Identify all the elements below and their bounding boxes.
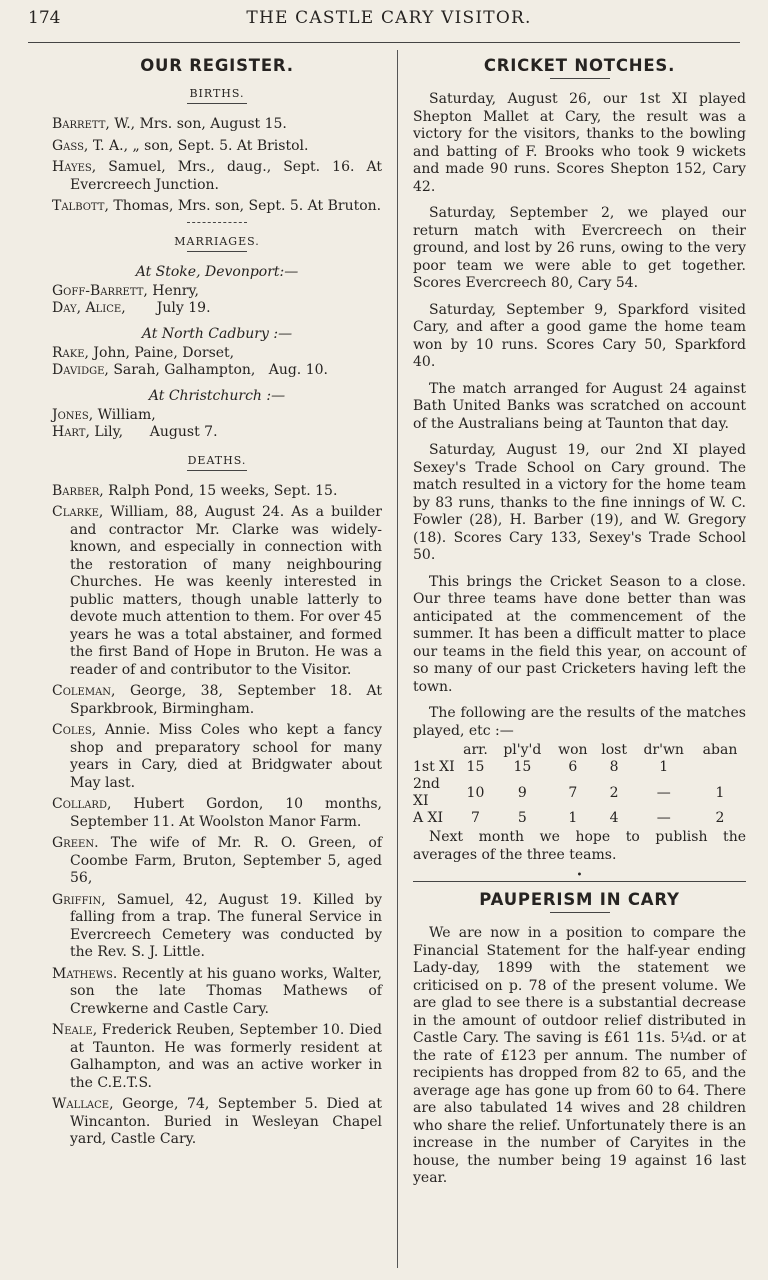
- results-cell: 9: [517, 784, 527, 801]
- results-row: [413, 810, 746, 827]
- column-divider: [397, 50, 398, 1268]
- results-row: [413, 776, 746, 810]
- results-header-cell: arr.: [463, 742, 488, 758]
- results-cell: 5: [517, 810, 527, 826]
- results-cell: 2: [609, 784, 619, 801]
- results-cell: 4: [609, 810, 619, 826]
- results-cell: 15: [466, 759, 485, 775]
- deaths-list: [52, 483, 382, 1149]
- marriages-list: [52, 264, 382, 442]
- death-entry: Coleman, George, 38, September 18. At Sparkbrook, Birmingham.: [52, 683, 382, 717]
- results-header-cell: pl'y'd: [503, 742, 542, 758]
- pauperism-title: PAUPERISM IN CARY: [479, 890, 680, 909]
- results-cell: 1: [568, 810, 578, 826]
- results-header-cell: dr'wn: [643, 742, 684, 758]
- deaths-heading: DEATHS.: [187, 453, 247, 467]
- marriage-line: Jones, William,: [52, 406, 156, 423]
- births-list: [52, 116, 382, 216]
- birth-entry: Talbott, Thomas, Mrs. son, Sept. 5. At Bruton.: [52, 198, 382, 214]
- results-cell: 7: [470, 810, 480, 826]
- cricket-paragraph: Saturday, August 26, our 1st XI played Shepton Mallet at Cary, the result was a victory for the visitors, thanks to the bowling and batting of F. Brooks who took 9 wickets and made 90 runs. Scores Shepton 152, Cary 42.: [413, 91, 746, 195]
- death-entry: Clarke, William, 88, August 24. As a builder and contractor Mr. Clarke was widely-known, and especially in connection with the restoration of many neighbouring Churches. He was keenly interested in public matters, though unable latterly to devote much attention to them. For over 45 years he was a total abstainer, and formed the first Band of Hope in Bruton. He was a reader of and contributor to the Visitor.: [52, 504, 382, 678]
- death-entry: Griffin, Samuel, 42, August 19. Killed by falling from a trap. The funeral Service in Evercreech Cemetery was conducted by the Rev. S. J. Little.: [52, 891, 382, 960]
- death-entry: Green. The wife of Mr. R. O. Green, of Coombe Farm, Bruton, September 5, aged 56,: [52, 835, 382, 886]
- births-rule: [187, 103, 247, 104]
- results-header-cell: won: [558, 742, 588, 758]
- results-cell: 2: [715, 810, 725, 826]
- death-entry: Neale, Frederick Reuben, September 10. Died at Taunton. He was formerly resident at Galhampton, and was an active worker in the C.E.T.S.: [52, 1022, 382, 1091]
- results-header-row: [413, 742, 746, 759]
- marriage-place: At Stoke, Devonport:—: [135, 263, 299, 280]
- results-cell: 1st XI: [413, 759, 455, 775]
- register-title: OUR REGISTER.: [140, 56, 294, 75]
- marriage-place: At Christchurch :—: [148, 387, 286, 404]
- births-heading: BIRTHS.: [189, 87, 245, 100]
- marriage-place: At North Cadbury :—: [141, 325, 293, 342]
- section-dot: •: [576, 870, 583, 881]
- deaths-rule: [187, 470, 247, 471]
- results-cell: —: [656, 810, 671, 826]
- running-title: THE CASTLE CARY VISITOR.: [246, 8, 532, 28]
- cricket-paragraph: Saturday, August 19, our 2nd XI played Sexey's Trade School on Cary ground. The match resulted in a victory for the home team by 83 runs, thanks to the fine innings of W. C. Fowler (28), H. Barber (19), and W. Gregory (18). Scores Cary 133, Sexey's Trade School 50.: [413, 442, 746, 563]
- results-cell: 7: [568, 784, 578, 801]
- section-rule: [413, 881, 746, 882]
- cricket-paragraph: Saturday, September 9, Sparkford visited Cary, and after a good game the home team won by 10 runs. Scores Cary 50, Sparkford 40.: [413, 301, 746, 370]
- cricket-title: CRICKET NOTCHES.: [483, 56, 676, 75]
- birth-entry: Gass, T. A., „ son, Sept. 5. At Bristol.: [52, 137, 309, 154]
- cricket-paragraph: Saturday, September 2, we played our return match with Evercreech on their ground, and lost by 26 runs, owing to the very poor team we were able to get together. Scores Evercreech 80, Cary 54.: [413, 205, 746, 291]
- cricket-paragraph: This brings the Cricket Season to a close. Our three teams have done better than was anticipated at the commencement of the summer. It has been a difficult matter to place our teams in the field this year, on account of so many of our past Cricketers having left the town.: [413, 573, 746, 695]
- death-entry: Barber, Ralph Pond, 15 weeks, Sept. 15.: [52, 482, 338, 499]
- pauperism-rule: [550, 912, 610, 913]
- birth-entry: Hayes, Samuel, Mrs., daug., Sept. 16. At Evercreech Junction.: [52, 159, 382, 193]
- marriages-heading: MARRIAGES.: [174, 234, 260, 248]
- results-cell: 15: [513, 759, 532, 775]
- results-table: [413, 742, 746, 827]
- results-row: [413, 759, 746, 776]
- results-header-cell: [413, 742, 457, 759]
- cricket-paragraph: The following are the results of the matches played, etc :—: [413, 705, 746, 739]
- births-end-rule: [187, 222, 247, 223]
- results-cell: [694, 759, 746, 776]
- death-entry: Wallace, George, 74, September 5. Died at Wincanton. Buried in Wesleyan Chapel yard, Castle Cary.: [52, 1096, 382, 1147]
- marriage-line: Davidge, Sarah, Galhampton, Aug. 10.: [52, 362, 328, 378]
- marriage-line: Hart, Lily, August 7.: [52, 424, 218, 440]
- cricket-paragraph: The match arranged for August 24 against Bath United Banks was scratched on account of the Australians being at Taunton that day.: [413, 380, 746, 432]
- results-cell: 8: [609, 759, 619, 775]
- results-cell: —: [656, 784, 671, 801]
- results-cell: 1: [715, 784, 725, 801]
- results-cell: 6: [568, 759, 578, 775]
- page-header: [28, 6, 750, 34]
- marriages-rule: [187, 251, 247, 252]
- cricket-column: [413, 50, 746, 1197]
- results-cell: 10: [466, 784, 485, 801]
- marriage-line: Goff-Barrett, Henry,: [52, 282, 199, 299]
- results-header-cell: aban: [702, 742, 738, 758]
- results-cell: 1: [659, 759, 669, 775]
- marriage-line: Rake, John, Paine, Dorset,: [52, 344, 235, 361]
- pauperism-paragraph: We are now in a position to compare the Financial Statement for the half-year ending Lady-day, 1899 with the statement we criticised on p. 78 of the present volume. We are glad to see there is a substantial decrease in the amount of outdoor relief distributed in Castle Cary. The saving is £61 11s. 5¼d. or at the rate of £123 per annum. The number of recipients has dropped from 82 to 65, and the average age has gone up from 60 to 64. There are also tabulated 14 wives and 28 children who share the relief. Unfortunately there is an increase in the number of Caryites in the house, the number being 19 against 16 last year.: [413, 925, 746, 1186]
- birth-entry: Barrett, W., Mrs. son, August 15.: [52, 116, 287, 132]
- death-entry: Mathews. Recently at his guano works, Walter, son the late Thomas Mathews of Crewkerne and Castle Cary.: [52, 965, 382, 1017]
- death-entry: Coles, Annie. Miss Coles who kept a fancy shop and preparatory school for many years in Cary, died at Bridgwater about May last.: [52, 722, 382, 791]
- header-rule: [28, 42, 740, 43]
- results-cell: 2nd XI: [413, 776, 440, 809]
- results-cell: A XI: [413, 810, 444, 826]
- page-number: 174: [28, 8, 61, 28]
- results-header-cell: lost: [601, 742, 627, 758]
- marriage-line: Day, Alice, July 19.: [52, 300, 211, 316]
- register-column: [52, 50, 382, 1153]
- cricket-rule: [550, 78, 610, 79]
- death-entry: Collard, Hubert Gordon, 10 months, September 11. At Woolston Manor Farm.: [52, 796, 382, 830]
- cricket-closing: Next month we hope to publish the averages of the three teams.: [413, 829, 746, 863]
